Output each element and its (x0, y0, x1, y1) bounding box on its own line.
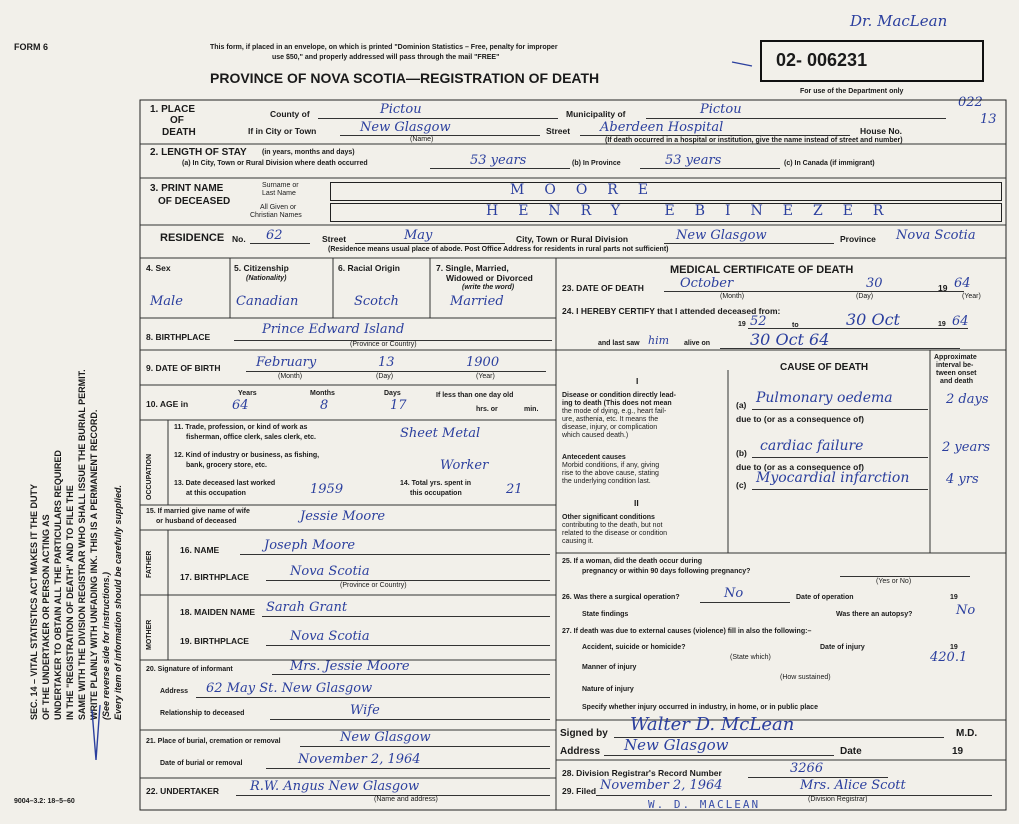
death-year-value: 64 (954, 276, 971, 291)
date-injury-year: 19 (950, 644, 958, 651)
residence-province-label: Province (840, 234, 876, 244)
disease-5: disease, injury, or complication (562, 424, 658, 431)
address-value: New Glasgow (624, 736, 729, 754)
death-date-label: 23. DATE OF DEATH (562, 283, 644, 293)
q25-line (840, 576, 970, 577)
date-year: 19 (952, 746, 964, 757)
citizenship-label: 5. Citizenship (234, 263, 289, 273)
status-label-2: Widowed or Divorced (446, 273, 533, 283)
father-birth-value: Nova Scotia (290, 564, 370, 579)
occupation-side-label: OCCUPATION (146, 453, 153, 500)
undertaker-note: (Name and address) (374, 796, 438, 803)
deceased-label-1: 3. PRINT NAME (150, 183, 224, 194)
registrar-note: (Division Registrar) (808, 796, 868, 803)
q29-label: 29. Filed (562, 786, 597, 796)
given-label-1: All Given or (260, 204, 297, 211)
date-label: Date (840, 746, 862, 757)
other-2: contributing to the death, but not (562, 522, 663, 529)
signed-value: Walter D. McLean (630, 714, 795, 735)
date-injury-label: Date of injury (820, 644, 865, 651)
reg-number: 02- 006231 (776, 50, 868, 70)
interval-2: interval be- (936, 362, 974, 369)
municipality-label: Municipality of (566, 109, 626, 119)
residence-street-value: May (404, 228, 433, 243)
q13-value: 1959 (310, 482, 344, 497)
antecedent-2: Morbid conditions, if any, giving (562, 462, 660, 469)
residence-city-value: New Glasgow (676, 228, 767, 243)
informant-addr-label: Address (160, 688, 189, 695)
disease-3: the mode of dying, e.g., heart fail- (562, 408, 667, 415)
roman-one: I (636, 376, 639, 386)
cause-c-label: (c) (736, 480, 747, 490)
status-value: Married (450, 294, 504, 309)
signed-label: Signed by (560, 728, 608, 739)
due-to-2: due to (or as a consequence of) (736, 462, 864, 472)
death-day-value: 30 (866, 276, 883, 291)
dob-day-note: (Day) (376, 373, 394, 380)
citizenship-value: Canadian (236, 294, 299, 309)
father-birth-label: 17. BIRTHPLACE (180, 572, 249, 582)
cause-c-line (752, 489, 928, 490)
address-line (604, 755, 834, 756)
stay-a-label: (a) In City, Town or Rural Division where death occurred (182, 160, 368, 167)
to-year-pre: 19 (938, 321, 946, 328)
residence-city-line (664, 243, 834, 244)
from-value: 52 (750, 314, 767, 329)
md-label: M.D. (956, 728, 978, 739)
stay-sub: (in years, months and days) (262, 149, 355, 156)
cause-b-value: cardiac failure (760, 438, 864, 454)
age-months-label: Months (310, 390, 335, 397)
disease-1: Disease or condition directly lead- (562, 392, 676, 399)
informant-rel-line (270, 719, 550, 720)
q14-line2: this occupation (410, 490, 462, 497)
filed-value: November 2, 1964 (600, 778, 723, 793)
interval-1: Approximate (934, 354, 977, 361)
yes-no-note: (Yes or No) (876, 578, 912, 585)
q26-line (700, 602, 790, 603)
status-label-1: 7. Single, Married, (436, 263, 509, 273)
surname-value: MOORE (510, 182, 669, 198)
name-note: (Name) (410, 136, 434, 143)
burial-place-label: 21. Place of burial, cremation or removal (146, 738, 281, 745)
stay-b-label: (b) In Province (572, 160, 621, 167)
city-line (340, 135, 540, 136)
mother-name-line (262, 616, 550, 617)
mother-birth-label: 19. BIRTHPLACE (180, 636, 249, 646)
sex-label: 4. Sex (146, 263, 171, 273)
side-instructions: SEC. 14 – VITAL STATISTICS ACT MAKES IT THE DUTY OF THE UNDERTAKER OR PERSON ACTING AS UNDERTAKER TO OBTAIN ALL THE PARTICULARS REQUIRED IN THE "REGISTRATION OF DEATH" AND TO FILE THE SAME WITH THE DIVISION REGISTRAR WHO SHALL ISSUE THE BURIAL PERMIT. WRITE PLAINLY WITH UNFADING INK. THIS IS A PERMANENT RECORD. (See reverse side for instructions.) Every item of information should be carefully supplied. (29, 369, 123, 720)
q13-line1: 13. Date deceased last worked (174, 480, 276, 487)
municipality-value: Pictou (700, 102, 742, 117)
q13-line2: at this occupation (186, 490, 246, 497)
age-years-value: 64 (232, 398, 249, 413)
residence-note: (Residence means usual place of abode. Post Office Address for residents in rural parts not sufficient) (328, 246, 669, 253)
autopsy-label: Was there an autopsy? (836, 611, 913, 618)
dob-month-note: (Month) (278, 373, 303, 380)
other-3: related to the disease or condition (562, 530, 668, 537)
form-number: FORM 6 (14, 42, 49, 52)
specify-label: Specify whether injury occurred in industry, in home, or in public place (582, 704, 818, 711)
residence-no-value: 62 (266, 228, 283, 243)
residence-street-label: Street (322, 234, 347, 244)
date-op-year: 19 (950, 594, 958, 601)
informant-sig-line (272, 674, 550, 675)
informant-addr-value: 62 May St. New Glasgow (206, 681, 373, 696)
father-birth-line (266, 580, 550, 581)
surname-label-1: Surname or (262, 182, 299, 189)
due-to-1: due to (or as a consequence of) (736, 414, 864, 424)
informant-sig-value: Mrs. Jessie Moore (290, 659, 410, 674)
age-months-value: 8 (320, 398, 329, 413)
mother-birth-line (266, 645, 550, 646)
disease-6: which caused death.) (562, 432, 629, 439)
q14-value: 21 (506, 482, 523, 497)
death-year-pre: 19 (938, 283, 948, 293)
burial-date-value: November 2, 1964 (298, 752, 421, 767)
city-value: New Glasgow (360, 120, 451, 135)
footer-code: 9004–3.2: 18–5–60 (14, 798, 75, 805)
residence-no-line (250, 243, 310, 244)
other-4: causing it. (562, 538, 594, 545)
death-date-line (664, 291, 964, 292)
date-op-label: Date of operation (796, 594, 854, 601)
cause-a-interval: 2 days (946, 392, 989, 407)
cause-a-line (752, 409, 928, 410)
envelope-note-1: This form, if placed in an envelope, on which is printed "Dominion Statistics – Free, penalty for improper (210, 44, 558, 51)
father-name-label: 16. NAME (180, 545, 220, 555)
medical-title: MEDICAL CERTIFICATE OF DEATH (670, 264, 854, 276)
certify-label: 24. I HEREBY CERTIFY that I attended deceased from: (562, 306, 781, 316)
burial-place-value: New Glasgow (340, 730, 431, 745)
place-label-3: DEATH (162, 127, 196, 138)
age-less-label: If less than one day old (436, 392, 514, 399)
father-prov-note: (Province or Country) (340, 582, 407, 589)
dob-month-value: February (256, 355, 317, 370)
undertaker-value: R.W. Angus New Glasgow (250, 779, 420, 794)
accident-label: Accident, suicide or homicide? (582, 644, 686, 651)
age-days-value: 17 (390, 398, 407, 413)
stay-a-value: 53 years (470, 153, 527, 168)
residence-street-line (355, 243, 505, 244)
place-label-2: OF (170, 115, 184, 126)
q26-value: No (724, 586, 744, 601)
hospital-note: (If death occurred in a hospital or institution, give the name instead of street and number) (605, 137, 903, 144)
q11-value: Sheet Metal (400, 426, 481, 441)
cause-a-value: Pulmonary oedema (756, 390, 893, 406)
informant-addr-line (196, 697, 550, 698)
cause-b-label: (b) (736, 448, 747, 458)
house-label: House No. (860, 126, 903, 136)
dob-year-value: 1900 (466, 355, 500, 370)
death-year-note: (Year) (962, 293, 981, 300)
father-name-line (240, 554, 550, 555)
state-which-note: (State which) (730, 654, 771, 661)
antecedent-3: rise to the above cause, stating (562, 470, 659, 477)
birthplace-label: 8. BIRTHPLACE (146, 332, 211, 342)
father-name-value: Joseph Moore (264, 538, 356, 553)
place-label-1: 1. PLACE (150, 104, 196, 115)
antecedent-1: Antecedent causes (562, 454, 626, 461)
to-year-value: 64 (952, 314, 969, 329)
nature-label: Nature of injury (582, 686, 634, 693)
interval-4: and death (940, 378, 974, 385)
stay-b-line (640, 168, 780, 169)
mother-side-label: MOTHER (146, 619, 153, 650)
death-day-note: (Day) (856, 293, 874, 300)
last-saw-label: and last saw (598, 340, 640, 347)
dept-use-label: For use of the Department only (800, 88, 904, 95)
racial-value: Scotch (354, 294, 399, 309)
to-label: to (792, 322, 799, 329)
municipality-line (646, 118, 946, 119)
last-saw-date: 30 Oct 64 (750, 330, 830, 349)
cause-b-interval: 2 years (942, 440, 991, 455)
age-days-label: Days (384, 390, 401, 397)
street-label: Street (546, 126, 571, 136)
mother-name-label: 18. MAIDEN NAME (180, 607, 256, 617)
residence-no-label: No. (232, 234, 246, 244)
handwritten-doctor-name: Dr. MacLean (850, 12, 948, 30)
registrar-value: Mrs. Alice Scott (800, 778, 906, 793)
deceased-label-2: OF DECEASED (158, 196, 231, 207)
q11-line1: 11. Trade, profession, or kind of work as (174, 424, 308, 431)
interval-3: tween onset (936, 370, 977, 377)
residence-province-value: Nova Scotia (896, 228, 976, 243)
street-line (580, 135, 850, 136)
dob-year-note: (Year) (476, 373, 495, 380)
antecedent-4: the underlying condition last. (562, 478, 651, 485)
q26-label: 26. Was there a surgical operation? (562, 594, 680, 601)
code-value: 420.1 (930, 650, 968, 665)
dob-label: 9. DATE OF BIRTH (146, 363, 221, 373)
age-label: 10. AGE in (146, 399, 189, 409)
q25-line2: pregnancy or within 90 days following pregnancy? (582, 568, 751, 575)
alive-on-label: alive on (684, 340, 711, 347)
q28-label: 28. Division Registrar's Record Number (562, 768, 722, 778)
given-label-2: Christian Names (250, 212, 302, 219)
stay-label: 2. LENGTH OF STAY (150, 147, 247, 158)
death-month-value: October (680, 276, 734, 291)
county-value: Pictou (380, 102, 422, 117)
informant-sig-label: 20. Signature of informant (146, 666, 233, 673)
age-years-label: Years (238, 390, 257, 397)
wife-label-2: or husband of deceased (156, 518, 237, 525)
q12-line1: 12. Kind of industry or business, as fishing, (174, 452, 320, 459)
stay-b-value: 53 years (665, 153, 722, 168)
burial-place-line (300, 746, 550, 747)
from-year-pre: 19 (738, 321, 746, 328)
informant-rel-value: Wife (350, 703, 380, 718)
manner-label: Manner of injury (582, 664, 637, 671)
q27-label: 27. If death was due to external causes (violence) fill in also the following:– (562, 628, 812, 635)
death-month-note: (Month) (720, 293, 745, 300)
wife-label-1: 15. If married give name of wife (146, 508, 250, 515)
form-title: PROVINCE OF NOVA SCOTIA—REGISTRATION OF DEATH (210, 70, 600, 86)
address-label: Address (560, 746, 601, 757)
q28-value: 3266 (790, 761, 824, 776)
disease-4: ure, asthenia, etc. It means the (562, 416, 659, 423)
hw-code-2: 13 (980, 112, 997, 127)
cause-a-label: (a) (736, 400, 747, 410)
stay-a-line (430, 168, 570, 169)
cause-header: CAUSE OF DEATH (780, 362, 869, 373)
sex-value: Male (150, 294, 183, 309)
q11-line2: fisherman, office clerk, sales clerk, etc. (186, 434, 316, 441)
cause-b-line (752, 457, 928, 458)
informant-rel-label: Relationship to deceased (160, 710, 245, 717)
roman-two: II (634, 498, 639, 508)
findings-label: State findings (582, 611, 629, 618)
q14-line1: 14. Total yrs. spent in (400, 480, 472, 487)
q29-line (596, 795, 992, 796)
county-line (318, 118, 558, 119)
birthplace-note: (Province or Country) (350, 341, 417, 348)
other-1: Other significant conditions (562, 514, 655, 521)
cause-c-value: Myocardial infarction (756, 470, 910, 486)
envelope-note-2: use $50," and properly addressed will pass through the mail "FREE" (272, 54, 500, 61)
dob-line (246, 371, 546, 372)
father-side-label: FATHER (146, 550, 153, 578)
q25-line1: 25. If a woman, did the death occur during (562, 558, 703, 565)
mother-birth-value: Nova Scotia (290, 629, 370, 644)
to-value: 30 Oct (846, 310, 900, 329)
residence-city-label: City, Town or Rural Division (516, 234, 629, 244)
disease-2: ing to death (This does not mean (562, 400, 672, 407)
how-note: (How sustained) (780, 674, 831, 681)
age-min: min. (524, 406, 539, 413)
residence-label: RESIDENCE (160, 232, 225, 244)
dob-day-value: 13 (378, 355, 395, 370)
age-hrs: hrs. or (476, 406, 498, 413)
last-saw-pronoun: him (648, 334, 670, 347)
mother-name-value: Sarah Grant (266, 600, 348, 615)
city-label: If in City or Town (248, 126, 317, 136)
cause-c-interval: 4 yrs (946, 472, 979, 487)
county-label: County of (270, 109, 310, 119)
q12-line2: bank, grocery store, etc. (186, 462, 267, 469)
status-label-3: (write the word) (462, 284, 515, 291)
burial-date-label: Date of burial or removal (160, 760, 243, 767)
q12-value: Worker (440, 458, 489, 473)
registrar-stamp: W. D. MACLEAN (648, 798, 761, 811)
racial-label: 6. Racial Origin (338, 263, 400, 273)
autopsy-value: No (956, 603, 976, 618)
nationality-note: (Nationality) (246, 275, 287, 282)
hw-code-1: 022 (958, 95, 983, 110)
undertaker-label: 22. UNDERTAKER (146, 786, 220, 796)
street-value: Aberdeen Hospital (600, 120, 724, 135)
burial-date-line (266, 768, 550, 769)
stay-c-label: (c) In Canada (if immigrant) (784, 160, 875, 167)
surname-label-2: Last Name (262, 190, 296, 197)
wife-value: Jessie Moore (300, 509, 386, 524)
birthplace-value: Prince Edward Island (262, 322, 405, 337)
given-value: HENRY EBINEZER (486, 203, 904, 219)
